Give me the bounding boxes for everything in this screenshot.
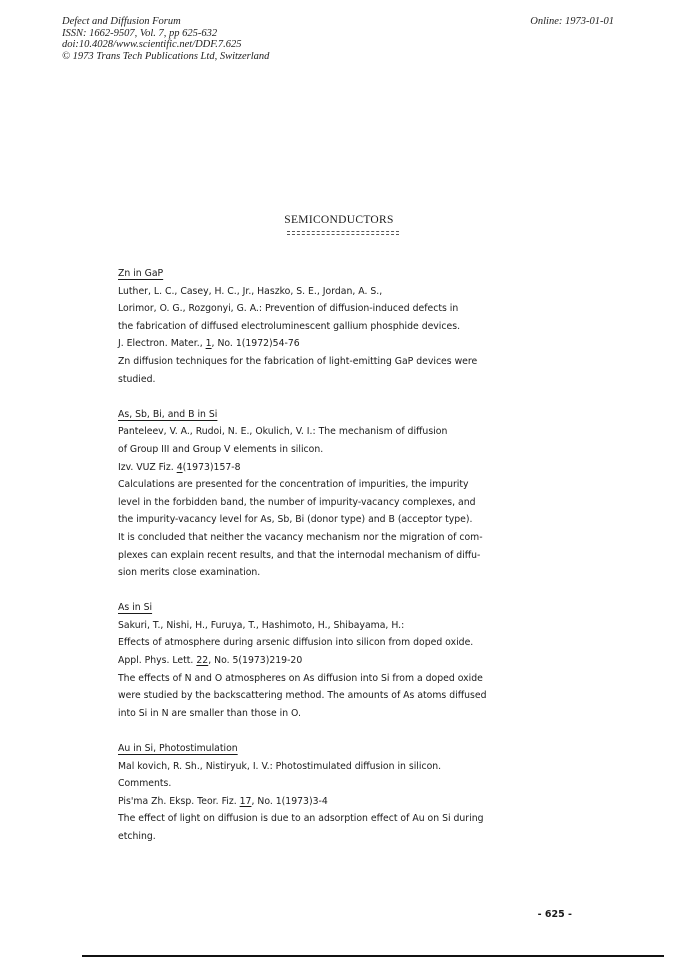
journal-header bbox=[62, 16, 269, 62]
entry-abstract: level in the forbidden band, the number of impurity-vacancy complexes, and bbox=[118, 496, 476, 508]
entry-heading: As, Sb, Bi, and B in Si bbox=[118, 408, 218, 420]
entry-title: the fabrication of diffused electroluminescent gallium phosphide devices. bbox=[118, 320, 461, 332]
journal-doi[interactable]: doi:10.4028/www.scientific.net/DDF.7.625 bbox=[62, 39, 242, 50]
section-title: SEMICONDUCTORS bbox=[284, 214, 394, 226]
online-date: Online: 1973-01-01 bbox=[530, 16, 614, 27]
entry-zn-in-gap bbox=[118, 265, 568, 388]
entry-title: Effects of atmosphere during arsenic diffusion into silicon from doped oxide. bbox=[118, 637, 474, 649]
title-underline bbox=[287, 231, 399, 235]
entry-abstract: were studied by the backscattering method. The amounts of As atoms diffused bbox=[118, 690, 487, 702]
journal-copyright: © 1973 Trans Tech Publications Ltd, Switzerland bbox=[62, 50, 270, 62]
entry-authors: Luther, L. C., Casey, H. C., Jr., Haszko, S. E., Jordan, A. S., bbox=[118, 285, 383, 297]
journal-name: Defect and Diffusion Forum bbox=[62, 16, 181, 27]
entry-authors: Sakuri, T., Nishi, H., Furuya, T., Hashimoto, H., Shibayama, H.: bbox=[118, 619, 405, 631]
entry-abstract: The effects of N and O atmospheres on As diffusion into Si from a doped oxide bbox=[118, 672, 483, 684]
entry-authors: Lorimor, O. G., Rozgonyi, G. A.: Prevention of diffusion-induced defects in bbox=[118, 303, 459, 315]
entry-reference: Izv. VUZ Fiz. 4(1973)157-8 bbox=[118, 461, 241, 473]
entry-reference: J. Electron. Mater., 1, No. 1(1972)54-76 bbox=[118, 338, 300, 350]
entry-reference: Appl. Phys. Lett. 22, No. 5(1973)219-20 bbox=[118, 655, 303, 667]
bottom-rule bbox=[82, 955, 664, 957]
entry-abstract: Zn diffusion techniques for the fabrication of light-emitting GaP devices were bbox=[118, 355, 478, 367]
entry-abstract: the impurity-vacancy level for As, Sb, Bi (donor type) and B (acceptor type). bbox=[118, 514, 473, 526]
entry-abstract: into Si in N are smaller than those in O. bbox=[118, 707, 301, 719]
entry-authors: Panteleev, V. A., Rudoi, N. E., Okulich, V. I.: The mechanism of diffusion bbox=[118, 426, 448, 438]
entry-au-in-si bbox=[118, 740, 568, 846]
entry-title: Comments. bbox=[118, 778, 172, 790]
entry-heading: As in Si bbox=[118, 602, 153, 614]
entry-abstract: plexes can explain recent results, and that the internodal mechanism of diffu- bbox=[118, 549, 481, 561]
journal-issn: ISSN: 1662-9507, Vol. 7, pp 625-632 bbox=[62, 27, 218, 39]
entry-heading: Zn in GaP bbox=[118, 268, 164, 279]
entry-as-in-si bbox=[118, 599, 568, 722]
entry-heading: Au in Si, Photostimulation bbox=[118, 743, 238, 755]
entry-abstract: Calculations are presented for the concentration of impurities, the impurity bbox=[118, 479, 469, 491]
entry-authors: Mal kovich, R. Sh., Nistiryuk, I. V.: Photostimulated diffusion in silicon. bbox=[118, 760, 442, 772]
entries-list bbox=[118, 265, 568, 863]
entry-reference: Pis'ma Zh. Eksp. Teor. Fiz. 17, No. 1(1973)3-4 bbox=[118, 795, 328, 807]
entry-abstract: It is concluded that neither the vacancy mechanism nor the migration of com- bbox=[118, 531, 483, 543]
entry-title: of Group III and Group V elements in silicon. bbox=[118, 443, 324, 455]
entry-abstract: sion merits close examination. bbox=[118, 567, 261, 579]
entry-as-sb-bi-b-in-si bbox=[118, 406, 568, 582]
page-number: - 625 - bbox=[537, 909, 572, 920]
entry-abstract: The effect of light on diffusion is due to an adsorption effect of Au on Si during bbox=[118, 813, 484, 825]
entry-abstract: etching. bbox=[118, 831, 156, 842]
entry-abstract: studied. bbox=[118, 373, 156, 385]
